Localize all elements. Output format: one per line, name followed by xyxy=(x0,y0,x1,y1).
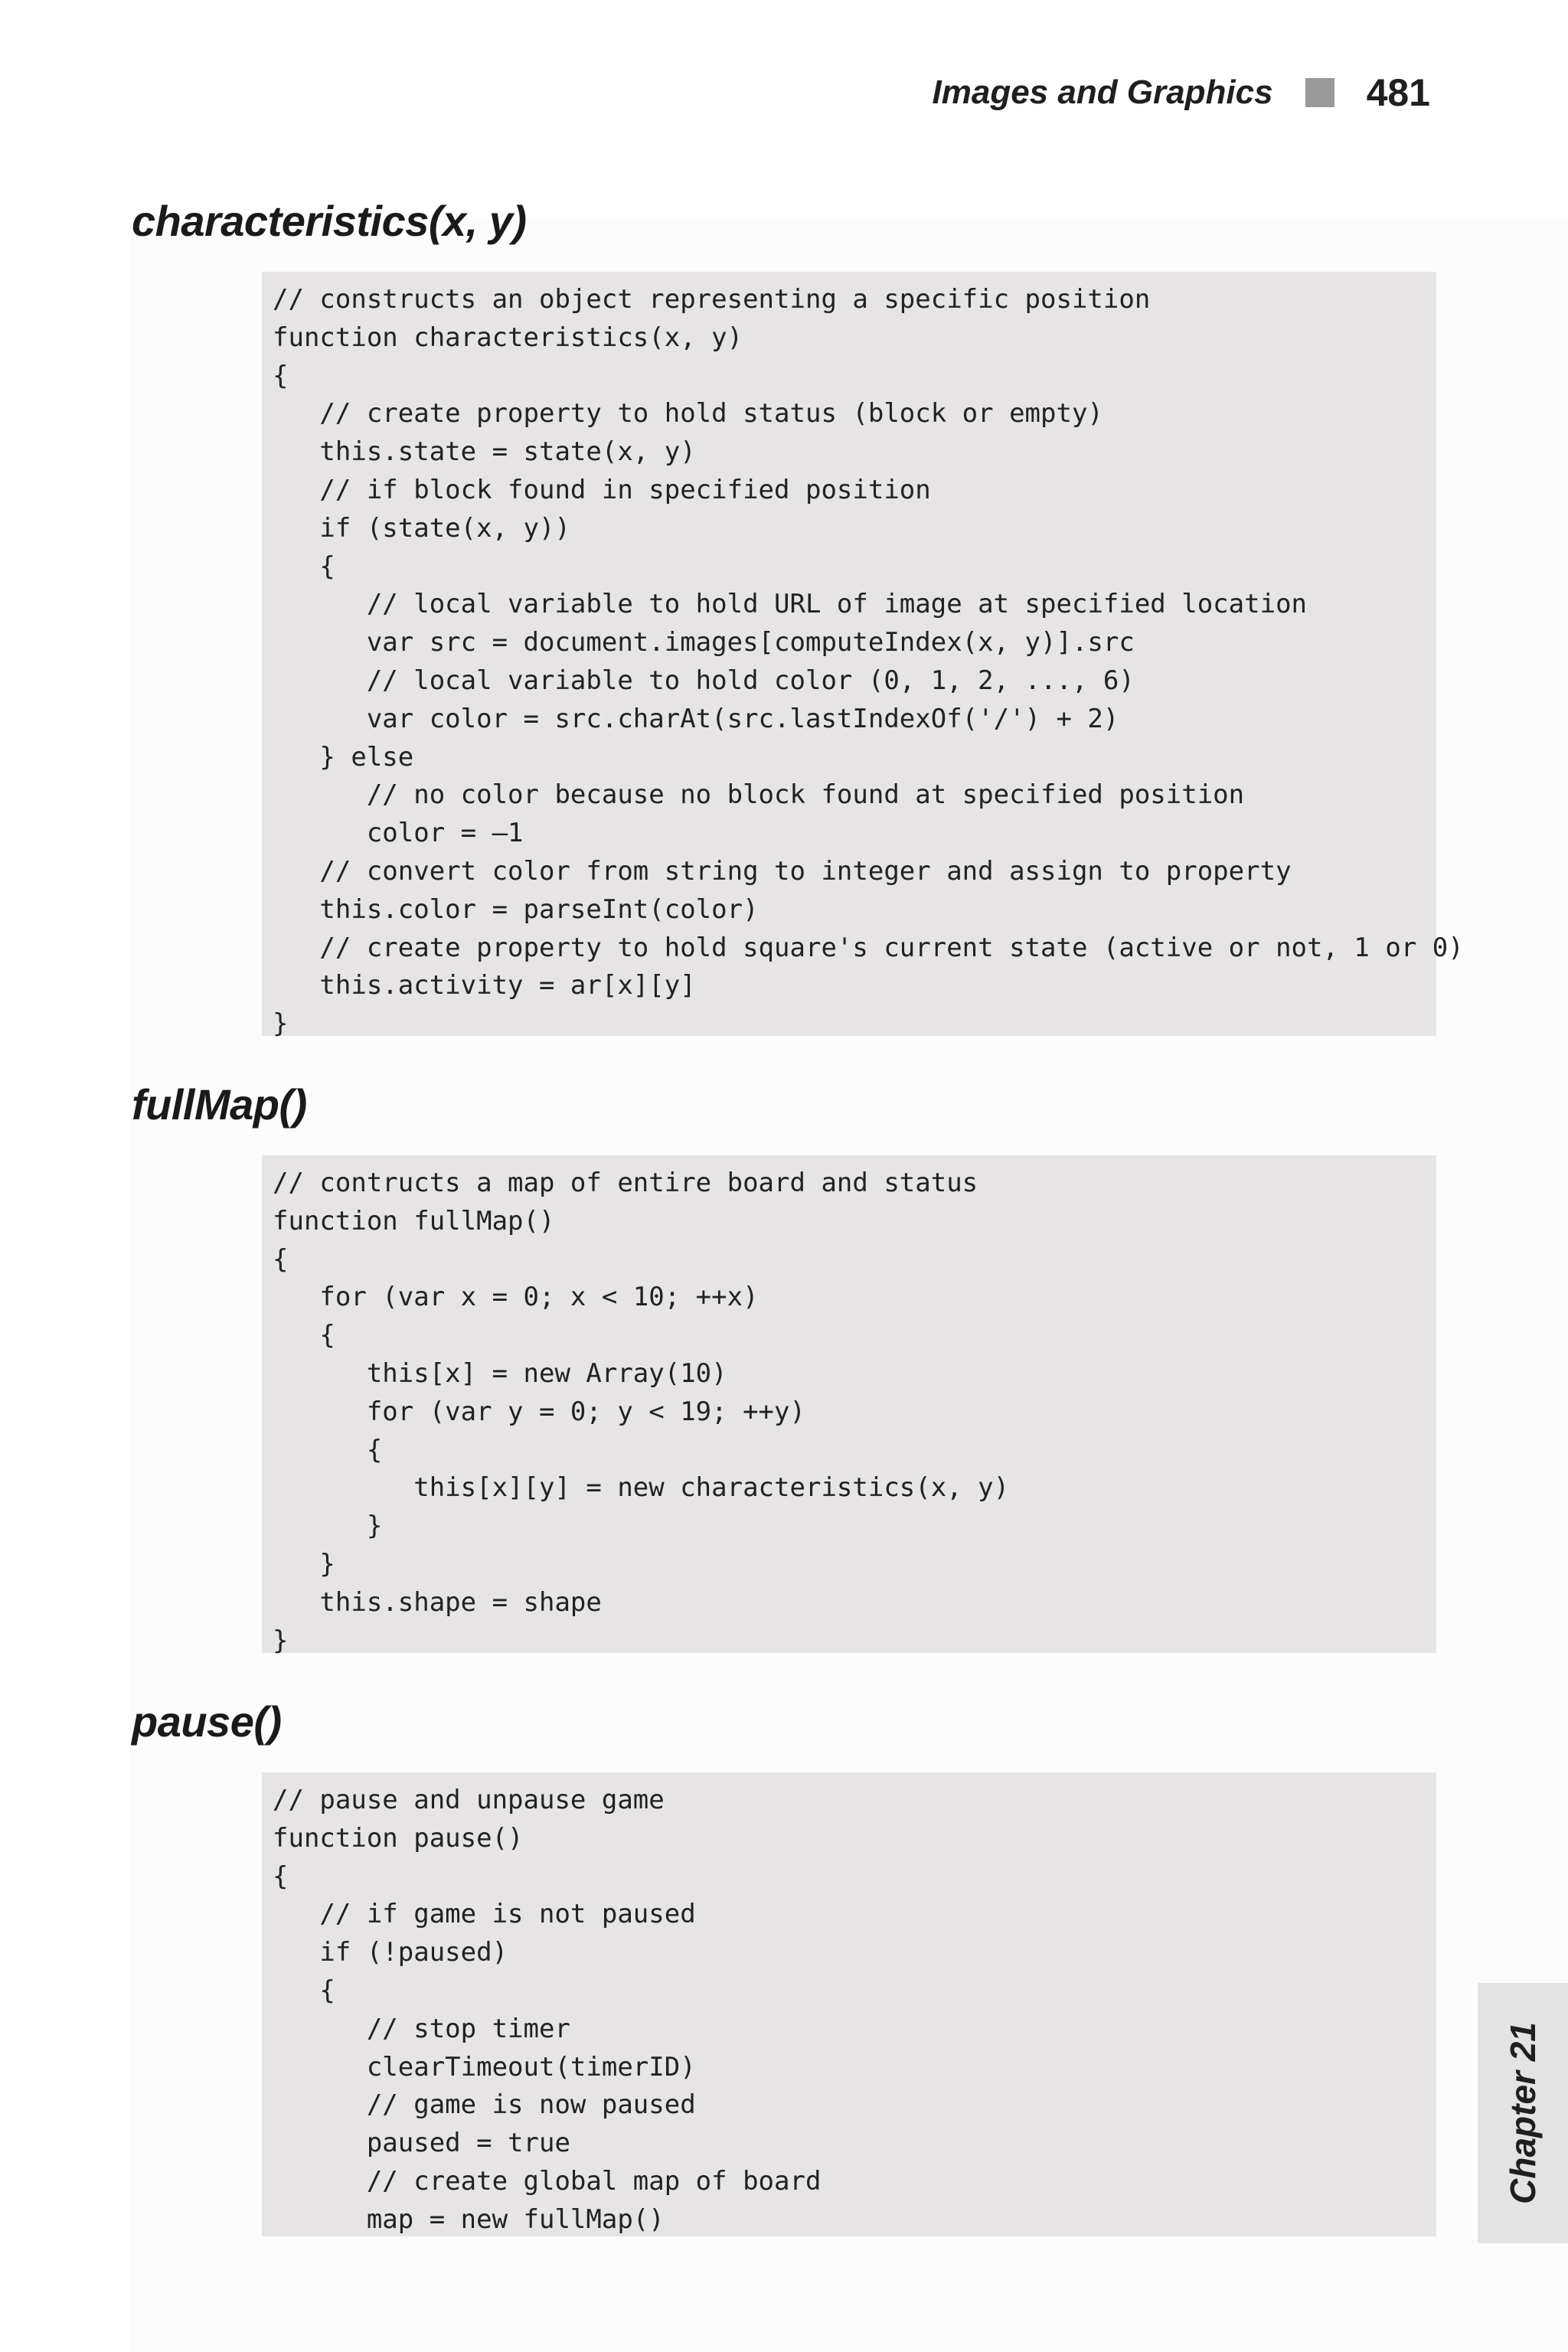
code-line: this.shape = shape xyxy=(273,1586,602,1618)
code-line: } xyxy=(273,1511,383,1542)
code-line: color = –1 xyxy=(273,818,524,849)
code-line: for (var y = 0; y < 19; ++y) xyxy=(273,1396,805,1427)
code-line: } xyxy=(273,1625,289,1656)
code-line: if (!paused) xyxy=(273,1937,508,1968)
code-line: this.color = parseInt(color) xyxy=(273,893,759,925)
section-title-fullmap: fullMap() xyxy=(132,1080,307,1129)
code-line: // constructs an object representing a specific position xyxy=(273,284,1151,315)
code-line: { xyxy=(273,1320,335,1351)
code-line: { xyxy=(273,1975,335,2006)
code-block-characteristics xyxy=(262,272,1464,1040)
code-line: // create property to hold status (block or empty) xyxy=(273,398,1103,430)
code-line: // local variable to hold URL of image at specified location xyxy=(273,589,1308,620)
code-line: function pause() xyxy=(273,1822,524,1854)
code-line: // if block found in specified position xyxy=(273,474,931,505)
code-line: for (var x = 0; x < 10; ++x) xyxy=(273,1282,759,1313)
code-line: { xyxy=(273,1860,289,1892)
running-title: Images and Graphics xyxy=(932,74,1273,111)
code-block-fullmap xyxy=(262,1155,1436,1656)
code-line: } else xyxy=(273,741,414,773)
code-line: // create property to hold square's current state (active or not, 1 or 0) xyxy=(273,932,1464,963)
code-line: { xyxy=(273,550,335,582)
code-line: // convert color from string to integer and assign to property xyxy=(273,855,1292,887)
header-square-marker xyxy=(1305,78,1334,107)
running-header xyxy=(933,66,1431,119)
code-line: this[x][y] = new characteristics(x, y) xyxy=(273,1472,1010,1504)
code-line: paused = true xyxy=(273,2128,570,2159)
code-line: // pause and unpause game xyxy=(273,1785,665,1815)
section-title-characteristics: characteristics(x, y) xyxy=(132,197,527,245)
code-line: // if game is not paused xyxy=(273,1899,696,1930)
chapter-tab xyxy=(1478,1983,1568,2243)
code-line: { xyxy=(273,360,289,391)
code-line: // create global map of board xyxy=(273,2165,822,2197)
code-line: { xyxy=(273,1243,289,1275)
code-line: var color = src.charAt(src.lastIndexOf('/') + 2) xyxy=(273,703,1119,734)
code-line: map = new fullMap() xyxy=(273,2203,665,2235)
code-line: // no color because no block found at specified position xyxy=(273,779,1245,811)
code-line: // local variable to hold color (0, 1, 2, ..., 6) xyxy=(273,665,1135,696)
code-block-pause xyxy=(262,1772,1436,2236)
code-line: if (state(x, y)) xyxy=(273,512,570,544)
code-line: // contructs a map of entire board and status xyxy=(273,1168,978,1198)
page-number: 481 xyxy=(1366,71,1430,114)
code-line: this.activity = ar[x][y] xyxy=(273,970,696,1001)
code-line: this[x] = new Array(10) xyxy=(273,1357,727,1389)
code-line: } xyxy=(273,1008,289,1040)
code-line: // game is now paused xyxy=(273,2089,696,2121)
code-line: { xyxy=(273,1434,383,1465)
code-line: // stop timer xyxy=(273,2013,570,2044)
code-line: } xyxy=(273,1548,335,1579)
code-line: function characteristics(x, y) xyxy=(273,322,743,353)
code-line: clearTimeout(timerID) xyxy=(273,2051,696,2082)
code-line: var src = document.images[computeIndex(x, y)].src xyxy=(273,627,1135,658)
section-title-pause: pause() xyxy=(132,1697,282,1746)
code-line: function fullMap() xyxy=(273,1205,555,1236)
chapter-tab-label: Chapter 21 xyxy=(1503,2022,1543,2204)
code-line: this.state = state(x, y) xyxy=(273,436,696,468)
